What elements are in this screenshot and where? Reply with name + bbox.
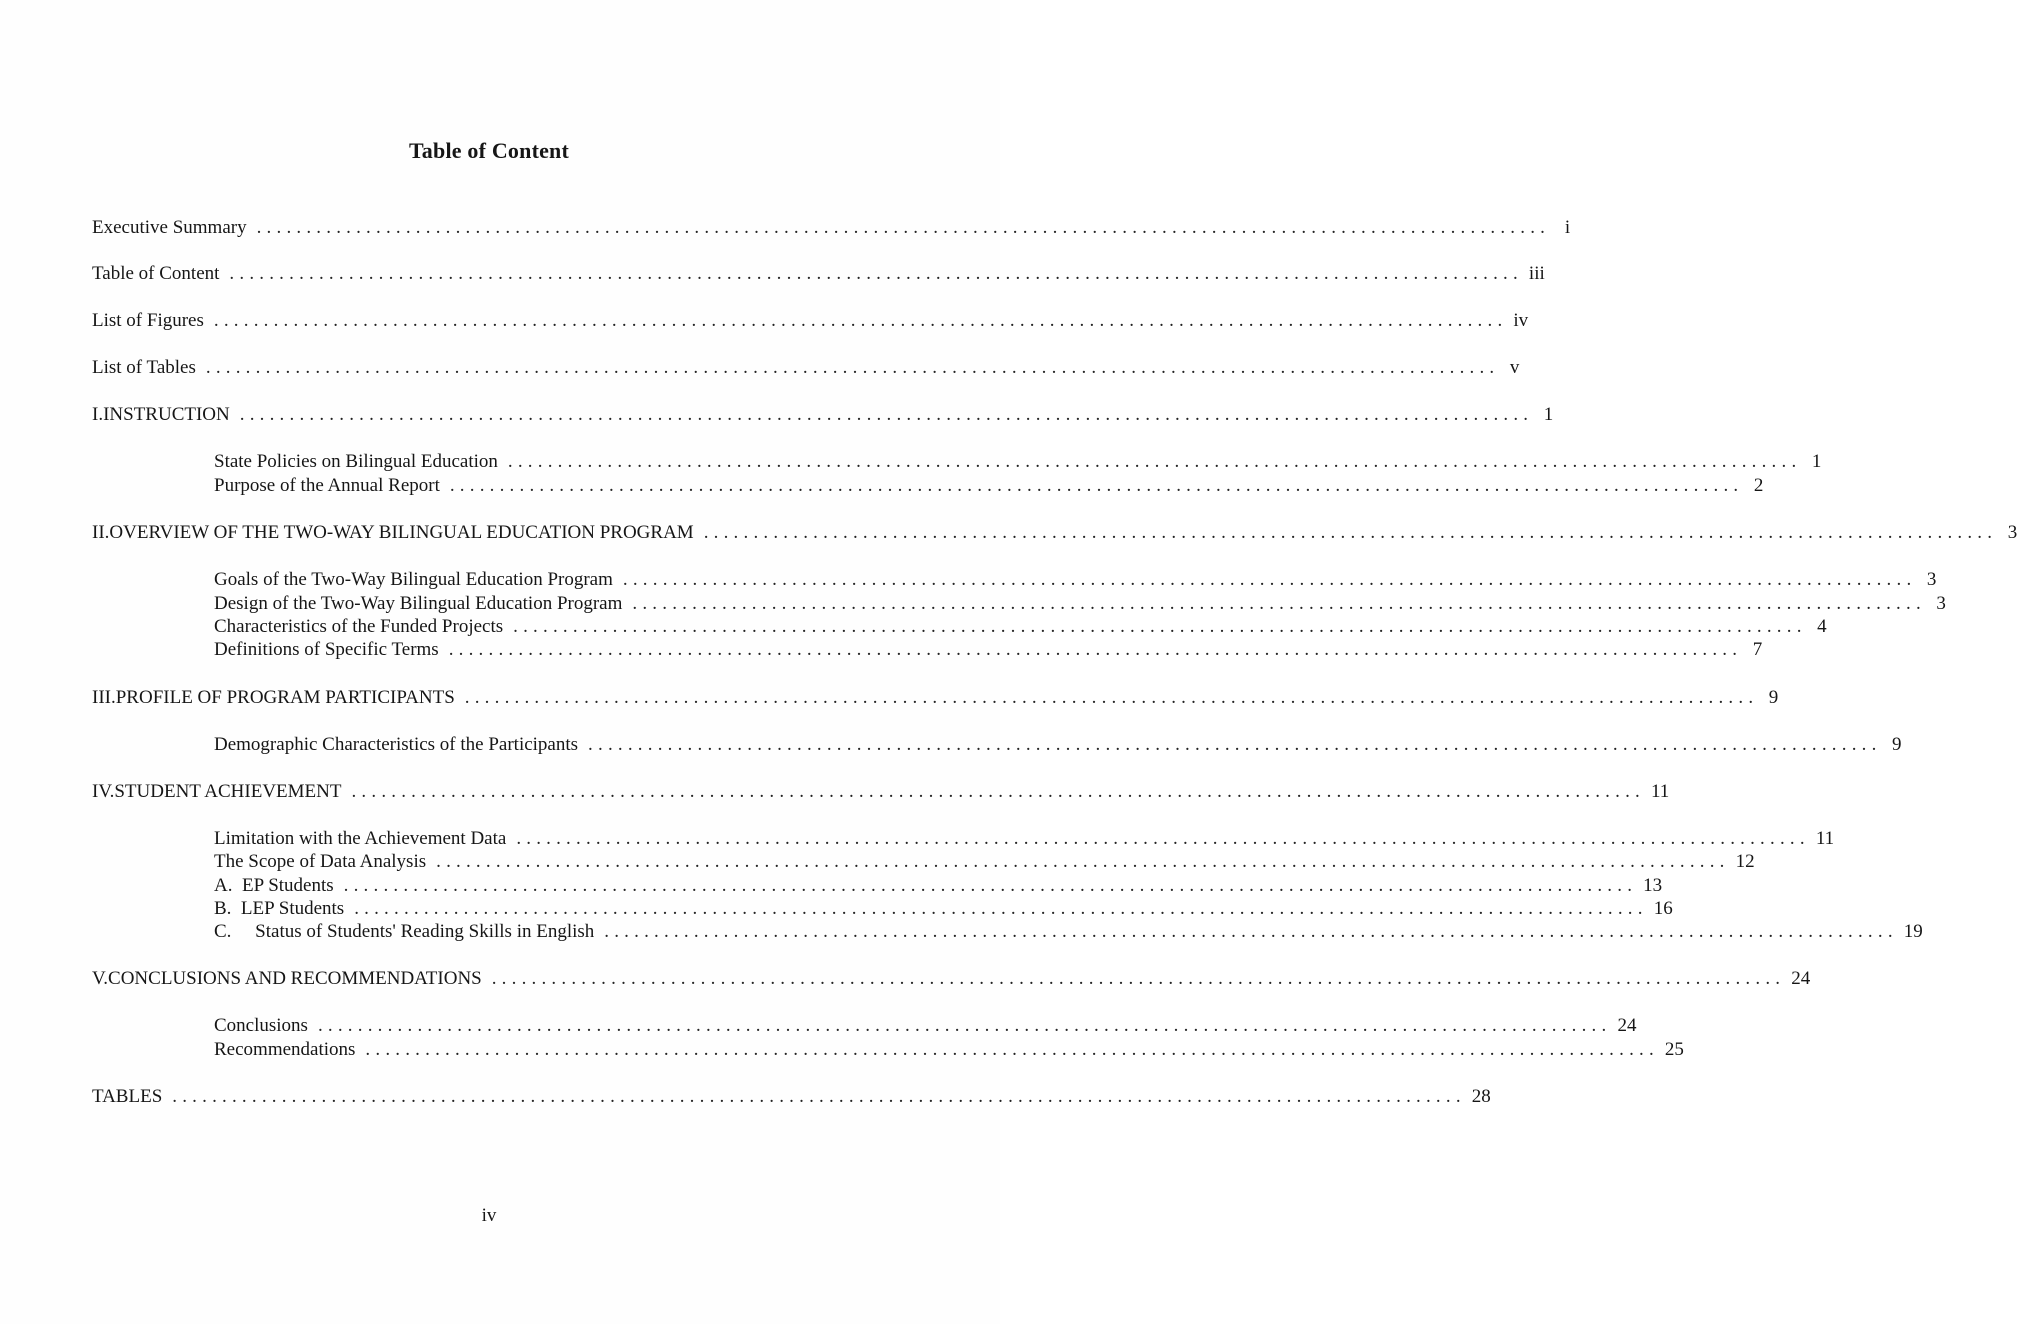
toc-subentry: [214, 827, 1835, 851]
toc-section-4: [92, 780, 1670, 804]
toc-entry-table-of-content: [92, 262, 1545, 286]
toc-subentry: [214, 638, 1763, 662]
toc-subentry: [214, 897, 1673, 921]
subentry-label: Demographic Characteristics of the Participants: [214, 734, 579, 755]
toc-entry-list-of-figures: [92, 309, 1529, 333]
subentry-label: State Policies on Bilingual Education: [214, 451, 498, 472]
section-label: CONCLUSIONS AND RECOMMENDATIONS: [108, 968, 482, 989]
subentry-label: Limitation with the Achievement Data: [214, 828, 507, 849]
entry-page-number: 28: [1471, 1086, 1491, 1107]
dot-leader: ..................................................................................................................................: [507, 451, 1802, 472]
dot-leader: ..................................................................................................................................: [622, 569, 1917, 590]
dot-leader: ..................................................................................................................................: [172, 1086, 1466, 1107]
dot-leader: ..................................................................................................................................: [436, 851, 1730, 872]
toc-entry-list-of-tables: [92, 356, 1520, 380]
toc-subentry: [214, 474, 1764, 498]
section-label: INSTRUCTION: [103, 404, 230, 425]
section-label: OVERVIEW OF THE TWO-WAY BILINGUAL EDUCATION PROGRAM: [109, 522, 694, 543]
subentry-label: Purpose of the Annual Report: [214, 475, 440, 496]
subentry-page-number: 7: [1752, 639, 1763, 660]
section-label: STUDENT ACHIEVEMENT: [114, 781, 342, 802]
toc-subentry: [214, 733, 1902, 757]
dot-leader: ..................................................................................................................................: [448, 639, 1743, 660]
section-numeral: II.: [92, 522, 110, 543]
entry-label: Table of Content: [92, 263, 220, 284]
dot-leader: ..................................................................................................................................: [464, 687, 1759, 708]
subentry-page-number: 13: [1643, 875, 1663, 896]
entry-page-number: iii: [1528, 263, 1545, 284]
dot-leader: ..................................................................................................................................: [632, 593, 1926, 614]
entry-page-number: iv: [1513, 310, 1529, 331]
subentry-label: Definitions of Specific Terms: [214, 639, 439, 660]
dot-leader: ..................................................................................................................................: [588, 734, 1882, 755]
subentry-page-number: 3: [1936, 593, 1946, 614]
subentry-page-number: 11: [1815, 828, 1835, 849]
section-numeral: V.: [92, 968, 109, 989]
toc-subentry: [214, 850, 1755, 874]
toc-subentry: [214, 615, 1827, 639]
subentry-page-number: 2: [1753, 475, 1764, 496]
subentry-label: A. EP Students: [214, 875, 334, 896]
dot-leader: ..................................................................................................................................: [703, 522, 1998, 543]
toc-section-2: [92, 521, 2017, 545]
subentry-label: B. LEP Students: [214, 898, 345, 919]
toc-subentry: [214, 450, 1822, 474]
subentry-label: The Scope of Data Analysis: [214, 851, 427, 872]
dot-leader: ..................................................................................................................................: [213, 310, 1508, 331]
dot-leader: ..................................................................................................................................: [256, 217, 1551, 238]
toc-section-3: [92, 686, 1779, 710]
entry-label: Executive Summary: [92, 217, 247, 238]
entry-label: List of Tables: [92, 357, 196, 378]
section-page-number: 11: [1650, 781, 1670, 802]
dot-leader: ..................................................................................................................................: [365, 1039, 1659, 1060]
subentry-label: Design of the Two-Way Bilingual Education Program: [214, 593, 623, 614]
toc-section-1: [92, 403, 1554, 427]
toc-subentry: [214, 592, 1946, 616]
subentry-label: Conclusions: [214, 1015, 308, 1036]
section-numeral: IV.: [92, 781, 115, 802]
subentry-label: Recommendations: [214, 1039, 356, 1060]
dot-leader: ..................................................................................................................................: [343, 875, 1638, 896]
subentry-page-number: 12: [1735, 851, 1755, 872]
dot-leader: ..................................................................................................................................: [205, 357, 1500, 378]
dot-leader: ..................................................................................................................................: [449, 475, 1744, 496]
dot-leader: ..................................................................................................................................: [516, 828, 1810, 849]
dot-leader: ..................................................................................................................................: [491, 968, 1786, 989]
page-title: Table of Content: [408, 138, 570, 163]
section-page-number: 3: [2007, 522, 2017, 543]
toc-section-5: [92, 967, 1811, 991]
entry-label: TABLES: [92, 1086, 163, 1107]
footer-page-number: iv: [481, 1205, 497, 1226]
entry-page-number: v: [1509, 357, 1520, 378]
subentry-page-number: 1: [1811, 451, 1822, 472]
subentry-page-number: 19: [1903, 921, 1923, 942]
dot-leader: ..................................................................................................................................: [317, 1015, 1612, 1036]
dot-leader: ..................................................................................................................................: [513, 616, 1807, 637]
toc-subentry: [214, 874, 1663, 898]
toc-subentry: [214, 568, 1937, 592]
entry-page-number: i: [1564, 217, 1571, 238]
subentry-page-number: 16: [1653, 898, 1673, 919]
section-label: PROFILE OF PROGRAM PARTICIPANTS: [115, 687, 455, 708]
section-numeral: III.: [92, 687, 116, 708]
toc-subentry: [214, 920, 1923, 944]
dot-leader: ..................................................................................................................................: [351, 781, 1645, 802]
dot-leader: ..................................................................................................................................: [354, 898, 1648, 919]
toc-subentry: [214, 1014, 1637, 1038]
subentry-page-number: 3: [1926, 569, 1937, 590]
subentry-page-number: 9: [1892, 734, 1902, 755]
dot-leader: ..................................................................................................................................: [604, 921, 1898, 942]
subentry-page-number: 4: [1817, 616, 1827, 637]
toc-subentry: [214, 1038, 1684, 1062]
entry-label: List of Figures: [92, 310, 204, 331]
toc-entry-tables: [92, 1085, 1491, 1109]
toc-entry-executive-summary: [92, 216, 1571, 240]
subentry-page-number: 24: [1617, 1015, 1637, 1036]
dot-leader: ..................................................................................................................................: [239, 404, 1534, 425]
dot-leader: ..................................................................................................................................: [229, 263, 1523, 284]
subentry-page-number: 25: [1664, 1039, 1684, 1060]
subentry-label: Goals of the Two-Way Bilingual Education Program: [214, 569, 613, 590]
section-page-number: 9: [1768, 687, 1779, 708]
section-numeral: I.: [92, 404, 104, 425]
subentry-label: Characteristics of the Funded Projects: [214, 616, 504, 637]
subentry-label: C. Status of Students' Reading Skills in English: [214, 921, 595, 942]
section-page-number: 1: [1543, 404, 1554, 425]
section-page-number: 24: [1791, 968, 1811, 989]
